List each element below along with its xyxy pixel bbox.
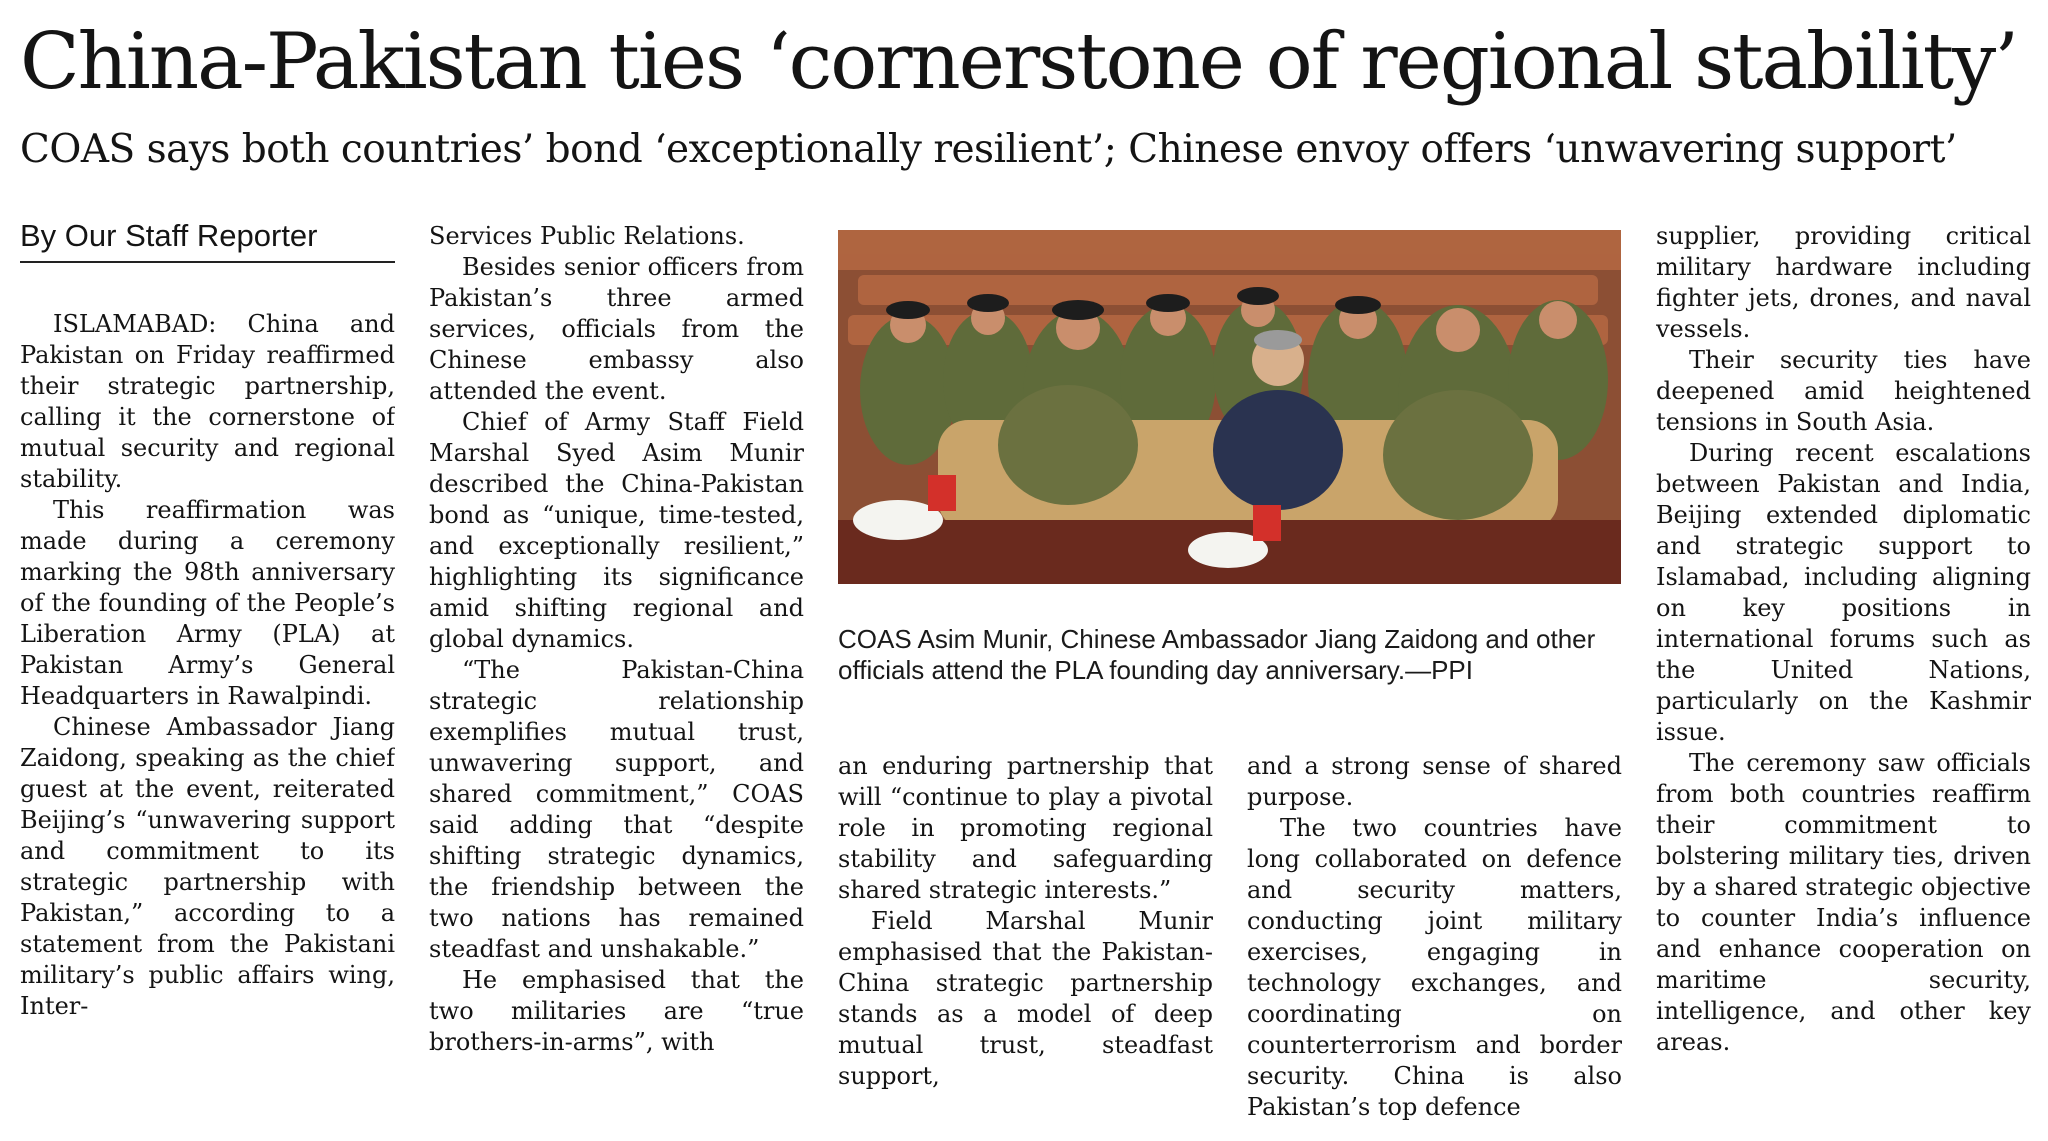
headline: China-Pakistan ties ‘cornerstone of regional stability’ [20,17,2017,107]
article-column-5 [1656,221,2031,1128]
paragraph: Besides senior officers from Pakistan’s three armed services, officials from the Chinese embassy also attended the event. [429,253,804,405]
paragraph: supplier, providing critical military hardware including fighter jets, drones, and naval vessels. [1656,222,2031,343]
paragraph: Chinese Ambassador Jiang Zaidong, speaking as the chief guest at the event, reiterated Beijing’s “unwavering support and commitment to its strategic partnership with Pakistan,” according to a statement from the Pakistani military’s public affairs wing, Inter- [20,713,395,1020]
paragraph: The ceremony saw officials from both countries reaffirm their commitment to bolstering military ties, driven by a shared strategic objective to counter India’s influence and enhance cooperation on maritime security, intelligence, and other key areas. [1656,749,2031,1056]
paragraph: The two countries have long collaborated on defence and security matters, conducting joint military exercises, engaging in technology exchanges, and coordinating on counterterrorism and border security. China is also Pakistan’s top defence [1247,814,1622,1121]
ceremony-photo [838,230,1621,584]
ceremony-photo-icon [838,230,1621,584]
article-column-4 [1247,751,1622,1128]
article-column-3 [838,751,1213,1128]
paragraph: This reaffirmation was made during a ceremony marking the 98th anniversary of the founding of the People’s Liberation Army (PLA) at Pakistan Army’s General Headquarters in Rawalpindi. [20,496,395,710]
byline: By Our Staff Reporter [20,218,395,263]
paragraph: He emphasised that the two militaries are “true brothers-in-arms”, with [429,966,804,1056]
paragraph: “The Pakistan-China strategic relationship exemplifies mutual trust, unwavering support, and shared commitment,” COAS said adding that “despite shifting strategic dynamics, the friendship between the two nations has remained steadfast and unshakable.” [429,656,804,963]
paragraph: Chief of Army Staff Field Marshal Syed Asim Munir described the China-Pakistan bond as “unique, time-tested, and exceptionally resilient,” highlighting its significance amid shifting regional and global dynamics. [429,408,804,653]
article-column-1 [20,218,395,1128]
paragraph: ISLAMABAD: China and Pakistan on Friday reaffirmed their strategic partnership, calling it the cornerstone of mutual security and regional stability. [20,310,395,493]
paragraph: an enduring partnership that will “continue to play a pivotal role in promoting regional stability and safeguarding shared strategic interests.” [838,752,1213,904]
paragraph: and a strong sense of shared purpose. [1247,752,1622,811]
photo-caption: COAS Asim Munir, Chinese Ambassador Jiang Zaidong and other officials attend the PLA founding day anniversary.—PPI [838,624,1596,685]
subheadline: COAS says both countries’ bond ‘exceptionally resilient’; Chinese envoy offers ‘unwavering support’ [20,127,1957,172]
paragraph: Services Public Relations. [429,222,745,250]
paragraph: During recent escalations between Pakistan and India, Beijing extended diplomatic and strategic support to Islamabad, including aligning on key positions in international forums such as the United Nations, particularly on the Kashmir issue. [1656,439,2031,746]
paragraph: Their security ties have deepened amid heightened tensions in South Asia. [1656,346,2031,436]
article-column-2 [429,221,804,1128]
paragraph: Field Marshal Munir emphasised that the Pakistan-China strategic partnership stands as a model of deep mutual trust, steadfast support, [838,907,1213,1090]
